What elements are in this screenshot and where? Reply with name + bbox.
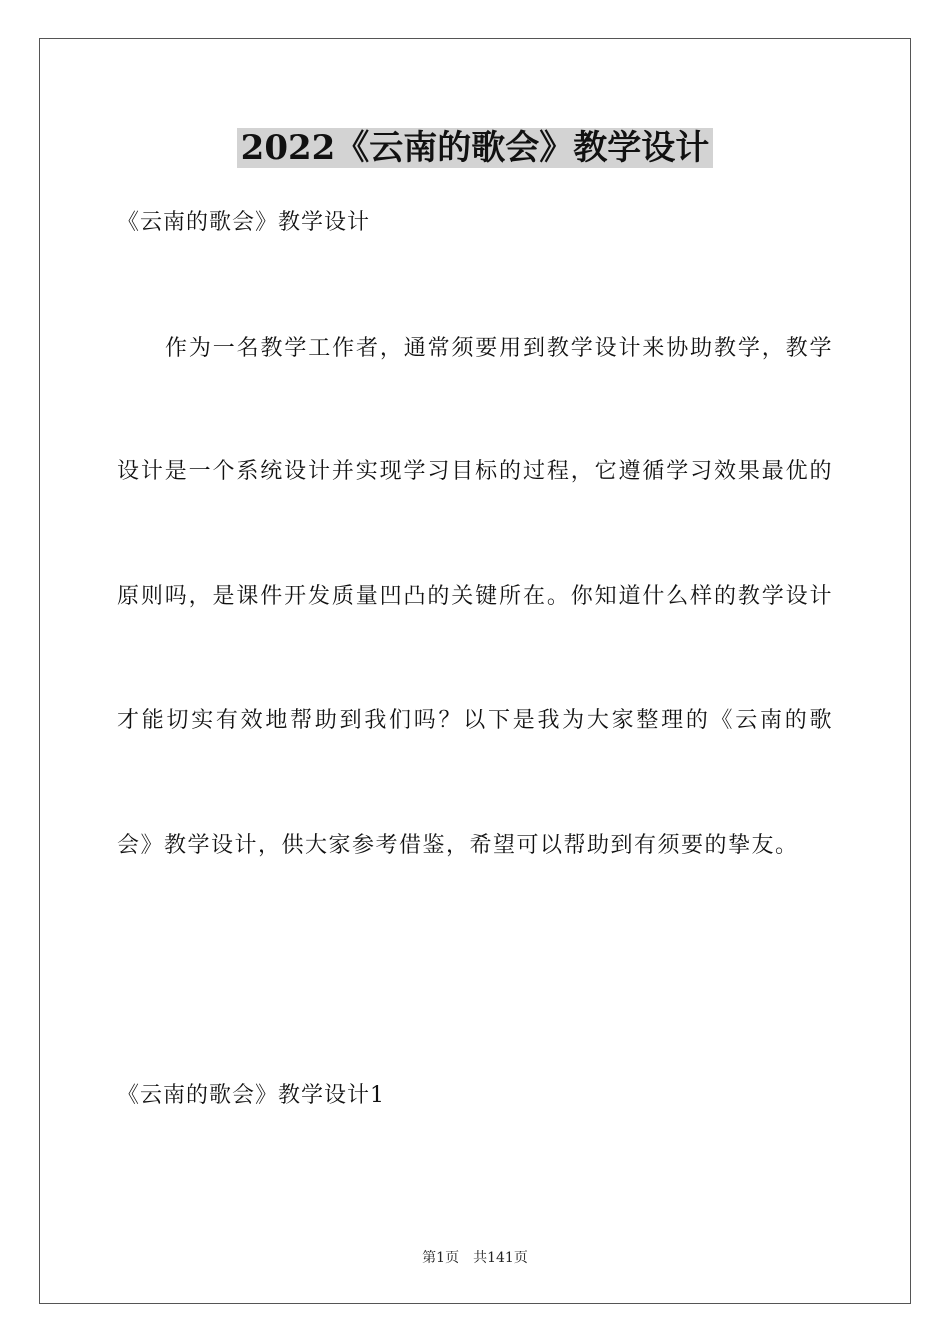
page-number: 第1页 [422, 1250, 460, 1266]
intro-line-5: 会》教学设计，供大家参考借鉴，希望可以帮助到有须要的挚友。 [117, 833, 799, 858]
document-title-text: 2022《云南的歌会》教学设计 [237, 128, 714, 168]
page-footer [0, 1248, 950, 1268]
document-subtitle: 《云南的歌会》教学设计 [117, 210, 371, 235]
intro-line-2: 设计是一个系统设计并实现学习目标的过程，它遵循学习效果最优的 [117, 459, 833, 484]
intro-line-3: 原则吗，是课件开发质量凹凸的关键所在。你知道什么样的教学设计 [117, 584, 833, 609]
page-total: 共141页 [473, 1250, 528, 1266]
intro-line-1: 作为一名教学工作者，通常须要用到教学设计来协助教学，教学 [165, 336, 833, 361]
document-title [0, 124, 950, 172]
intro-line-4: 才能切实有效地帮助到我们吗？以下是我为大家整理的《云南的歌 [117, 708, 833, 733]
section-heading: 《云南的歌会》教学设计1 [117, 1083, 385, 1108]
